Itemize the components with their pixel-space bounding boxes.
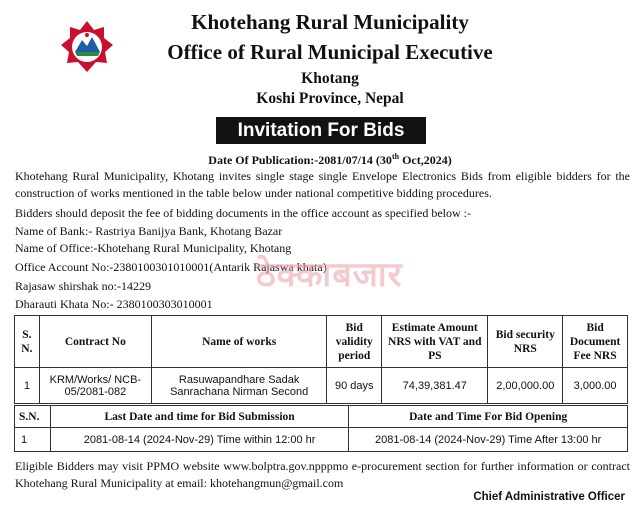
col-sn: S.N. [15,406,51,428]
row-sn: 1 [15,368,40,404]
deposit-note: Bidders should deposit the fee of bidding documents in the office account as specified below :- [15,206,471,220]
province-name: Koshi Province, Nepal [256,90,404,107]
municipality-emblem-icon [58,18,116,76]
row-validity: 90 days [327,368,382,404]
watermark-logo: ठेक्काबजार [256,255,403,295]
row-fee: 3,000.00 [563,368,628,404]
table-row [15,368,628,404]
col-bid-security: Bid security NRS [488,316,563,368]
footer-note: Eligible Bidders may visit PPMO website www.bolptra.gov.npppmo e-procurement section for further information or contract Khotehang Rural Municipality at email: khotehangmun@gmail.com [15,459,630,490]
col-submission: Last Date and time for Bid Submission [50,406,349,428]
intro-paragraph: Khotehang Rural Municipality, Khotang invites single stage single Envelope Electronics Bids from eligible bidders for the construction of works mentioned in the table below under national competitive bidding procedures. [15,169,630,200]
works-table-header [15,316,628,368]
col-contract-no: Contract No [39,316,151,368]
office-account: Office Account No:-2380100301010001(Antarik Rajaswa khata) [15,260,327,274]
bank-name: Name of Bank:- Rastriya Banijya Bank, Khotang Bazar [15,224,283,238]
works-table [14,315,628,404]
col-bid-validity: Bid validity period [327,316,382,368]
schedule-table-header [15,406,628,428]
place-name: Khotang [301,70,359,87]
col-opening: Date and Time For Bid Opening [349,406,628,428]
publication-date: Date Of Publication:-2081/07/14 (30th Oct,2024) [208,152,452,167]
row-name-of-works: Rasuwapandhare Sadak Sanrachana Nirman Second [151,368,326,404]
col-name-of-works: Name of works [151,316,326,368]
row-security: 2,00,000.00 [488,368,563,404]
row-contract-no: KRM/Works/ NCB-05/2081-082 [39,368,151,404]
row-estimate: 74,39,381.47 [382,368,488,404]
signature-title: Chief Administrative Officer [473,491,625,503]
schedule-table [14,405,628,452]
row-submission: 2081-08-14 (2024-Nov-29) Time within 12:00 hr [50,428,349,452]
table-row [15,428,628,452]
organization-name: Khotehang Rural Municipality [191,10,469,34]
col-estimate-amount: Estimate Amount NRS with VAT and PS [382,316,488,368]
office-name-line: Name of Office:-Khotehang Rural Municipality, Khotang [15,241,292,255]
row-opening: 2081-08-14 (2024-Nov-29) Time After 13:00 hr [349,428,628,452]
col-document-fee: Bid Document Fee NRS [563,316,628,368]
office-name: Office of Rural Municipal Executive [167,40,493,64]
dharauti-khata: Dharauti Khata No:- 2380100303010001 [15,297,213,311]
rajasaw-shirshak: Rajasaw shirshak no:-14229 [15,279,151,293]
col-sn: S. N. [15,316,40,368]
row-sn: 1 [15,428,51,452]
notice-title-banner: Invitation For Bids [216,117,426,144]
